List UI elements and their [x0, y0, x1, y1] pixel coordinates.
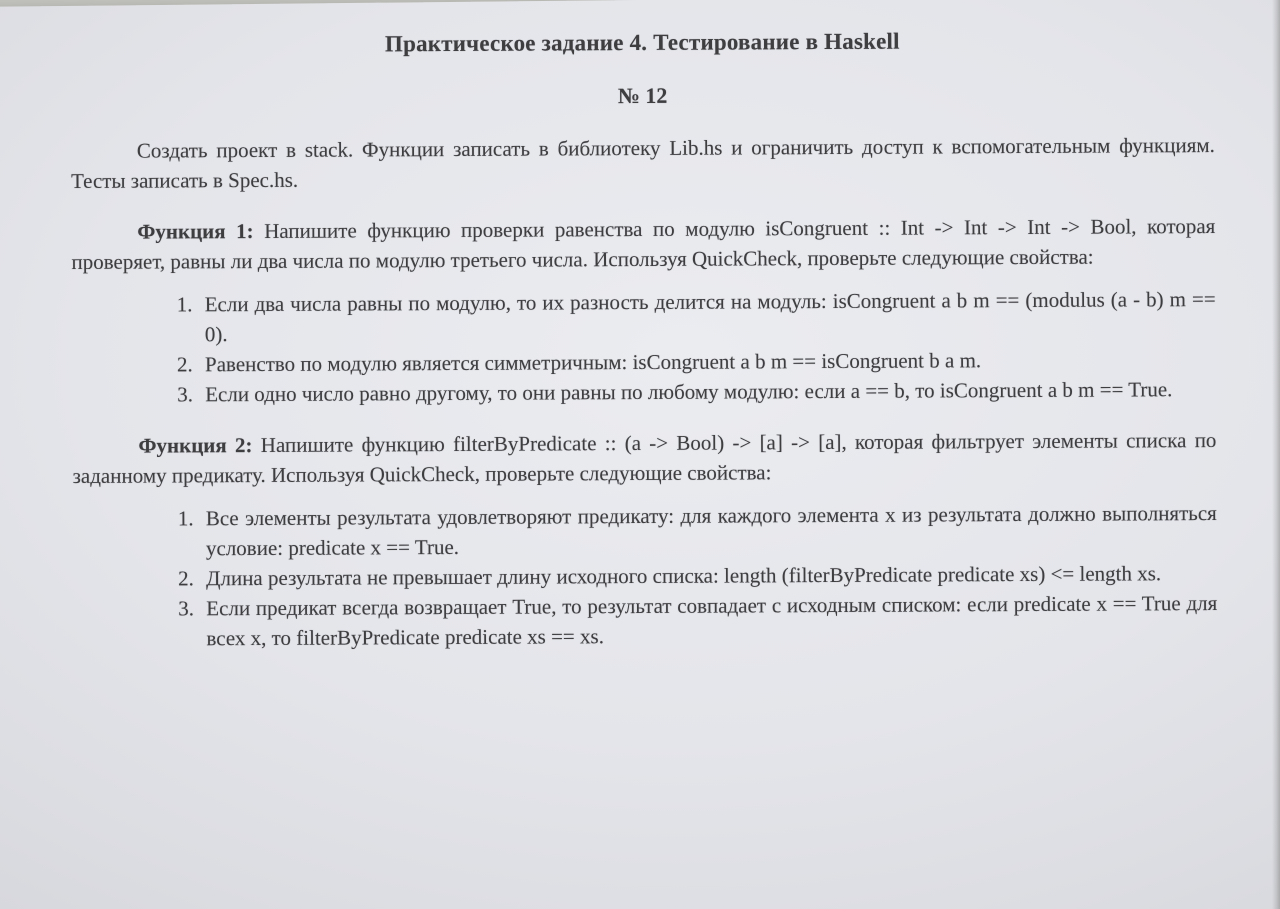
function-1-properties-list [72, 284, 1217, 410]
function-1-description: Напишите функцию проверки равенства по модулю isCongruent :: Int -> Int -> Int -> Bool, которая проверяет, равны ли два числа по модулю третьего числа. Используя QuickCheck, проверьте следующие свойства: [71, 213, 1216, 274]
function-2-description: Напишите функцию filterByPredicate :: (a -> Bool) -> [a] -> [a], которая фильтрует элементы списка по заданному предикату. Используя QuickCheck, проверьте следующие свойства: [72, 427, 1217, 488]
list-item: Если два числа равны по модулю, то их разность делится на модуль: isCongruent a b m == (modulus (a - b) m == 0). [204, 286, 1216, 347]
list-item: Длина результата не превышает длину исходного списка: length (filterByPredicate predicate xs) <= length xs. [206, 561, 1162, 591]
list-item: Все элементы результата удовлетворяют предикату: для каждого элемента x из результата должно выполняться условие: predicate x == True. [205, 500, 1217, 561]
list-item: Если предикат всегда возвращает True, то результат совпадает с исходным списком: если predicate x == True для всех x, то filterByPredicate predicate xs == xs. [206, 590, 1218, 651]
function-2-paragraph [72, 425, 1216, 491]
list-item: Равенство по модулю является симметричным: isCongruent a b m == isCongruent b a m. [204, 348, 982, 377]
function-1-paragraph [71, 211, 1215, 277]
function-2-properties-list [73, 498, 1218, 654]
function-1-heading: Функция 1: [137, 219, 254, 244]
list-item: Если одно число равно другому, то они равны по любому модулю: если a == b, то isCongruent a b m == True. [205, 377, 1173, 407]
function-2-heading: Функция 2: [138, 433, 253, 458]
document-title: Практическое задание 4. Тестирование в Haskell [384, 28, 900, 57]
variant-number: № 12 [617, 82, 668, 109]
intro-paragraph: Создать проект в stack. Функции записать в библиотеку Lib.hs и ограничить доступ к вспомогательным функциям. Тесты записать в Spec.hs. [70, 132, 1215, 193]
